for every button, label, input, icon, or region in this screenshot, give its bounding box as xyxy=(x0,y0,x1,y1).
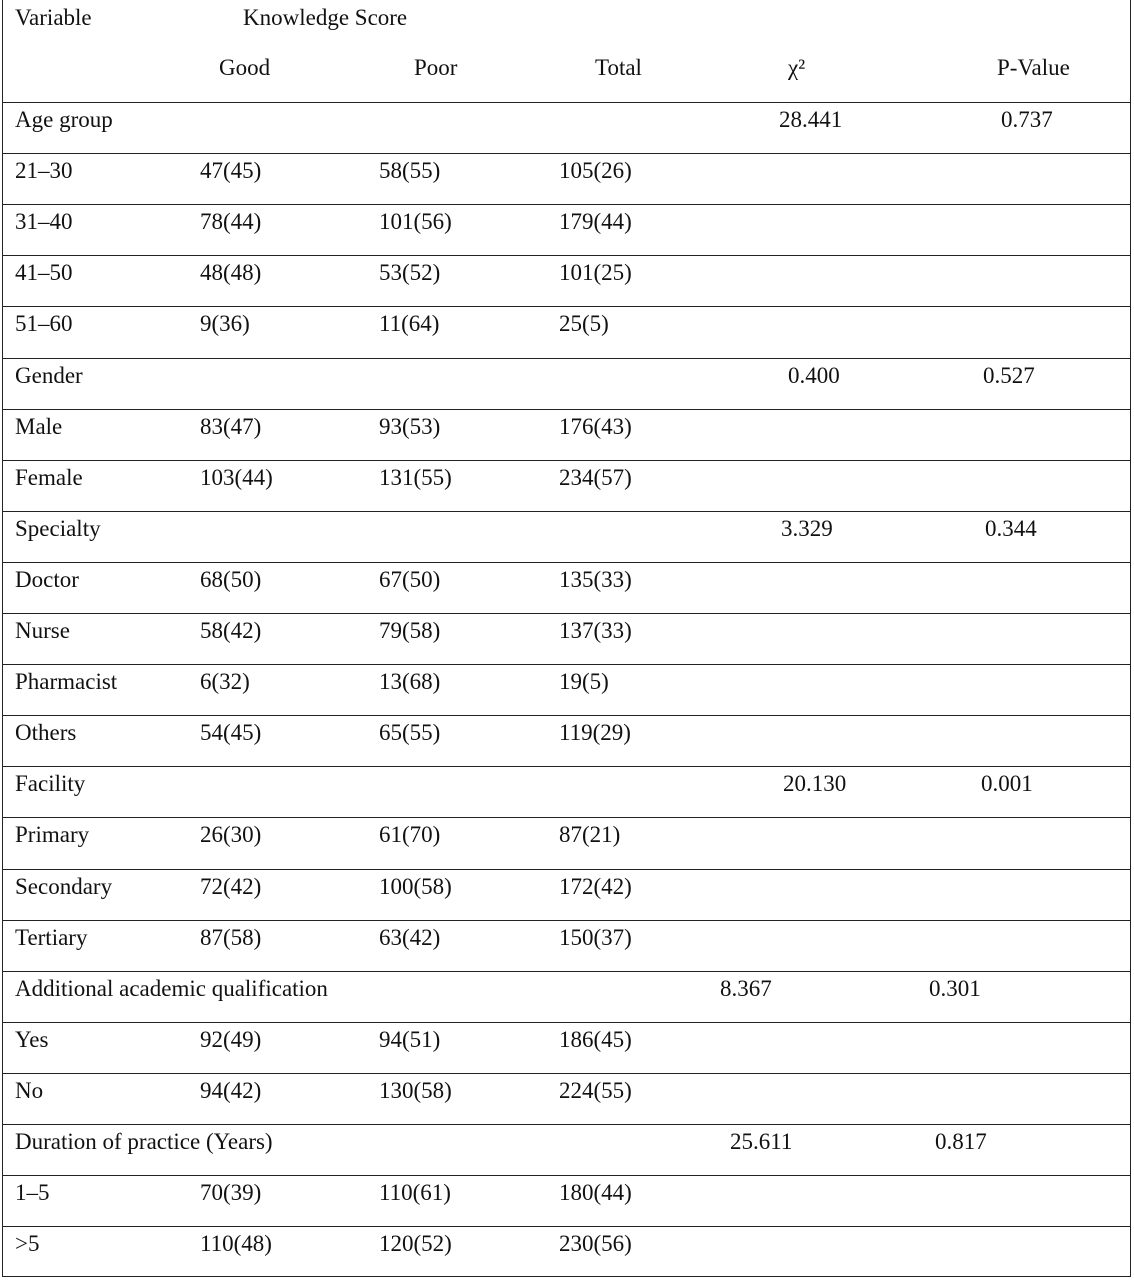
row-label: >5 xyxy=(15,1231,40,1257)
row-label: 21–30 xyxy=(15,158,73,184)
total-count: 179(44) xyxy=(559,209,632,235)
row-label: 51–60 xyxy=(15,311,73,337)
total-count: 135(33) xyxy=(559,566,632,592)
section-row xyxy=(3,102,1130,153)
header-p-value: P-Value xyxy=(997,55,1070,80)
good-count: 58(42) xyxy=(200,618,262,643)
chi-square-value: 8.367 xyxy=(720,975,772,1001)
poor-count: 130(58) xyxy=(379,1077,452,1103)
total-count: 25(5) xyxy=(559,311,609,337)
table-row xyxy=(3,409,1130,460)
total-count: 230(56) xyxy=(559,1231,632,1257)
table-row xyxy=(3,664,1130,715)
chi-square-value: 20.130 xyxy=(783,771,847,797)
p-value: 0.301 xyxy=(929,975,981,1001)
section-row xyxy=(3,511,1130,562)
total-count: 224(55) xyxy=(559,1077,632,1103)
table-row xyxy=(3,1226,1130,1277)
p-value: 0.001 xyxy=(981,771,1033,797)
good-count: 110(48) xyxy=(200,1231,272,1257)
row-label: Yes xyxy=(15,1026,49,1052)
section-label: Gender xyxy=(15,362,83,388)
good-count: 94(42) xyxy=(200,1077,262,1103)
section-label: Duration of practice (Years) xyxy=(15,1129,273,1154)
poor-count: 53(52) xyxy=(379,260,441,286)
total-count: 101(25) xyxy=(559,260,632,286)
poor-count: 93(53) xyxy=(379,413,441,439)
poor-count: 100(58) xyxy=(379,873,452,899)
header-total: Total xyxy=(595,55,642,80)
table-header xyxy=(3,0,1130,102)
section-row xyxy=(3,971,1130,1022)
section-row xyxy=(3,358,1130,409)
good-count: 103(44) xyxy=(200,464,273,490)
header-chi-square: χ² xyxy=(788,55,806,80)
table-row xyxy=(3,817,1130,868)
table-row xyxy=(3,613,1130,664)
row-label: Male xyxy=(15,413,63,439)
section-label: Facility xyxy=(15,771,86,797)
row-label: Doctor xyxy=(15,566,79,592)
section-label: Additional academic qualification xyxy=(15,975,328,1001)
total-count: 19(5) xyxy=(559,669,609,695)
row-label: Primary xyxy=(15,822,90,848)
good-count: 9(36) xyxy=(200,311,250,337)
row-label: 41–50 xyxy=(15,260,73,286)
good-count: 68(50) xyxy=(200,566,262,592)
p-value: 0.527 xyxy=(983,362,1035,388)
good-count: 72(42) xyxy=(200,873,262,899)
table-row xyxy=(3,204,1130,255)
poor-count: 11(64) xyxy=(379,311,440,337)
poor-count: 101(56) xyxy=(379,209,452,235)
row-label: Secondary xyxy=(15,873,113,899)
row-label: Pharmacist xyxy=(15,669,118,695)
table-row xyxy=(3,1073,1130,1124)
header-variable: Variable xyxy=(15,5,92,30)
total-count: 180(44) xyxy=(559,1180,632,1206)
total-count: 172(42) xyxy=(559,873,632,899)
total-count: 119(29) xyxy=(559,720,631,746)
good-count: 78(44) xyxy=(200,209,262,235)
header-knowledge-score: Knowledge Score xyxy=(243,5,408,30)
row-label: Nurse xyxy=(15,618,70,643)
poor-count: 63(42) xyxy=(379,924,441,950)
table-row xyxy=(3,255,1130,306)
poor-count: 58(55) xyxy=(379,158,441,184)
table-row xyxy=(3,869,1130,920)
chi-square-value: 25.611 xyxy=(730,1129,793,1154)
table-row xyxy=(3,920,1130,971)
poor-count: 79(58) xyxy=(379,618,441,643)
good-count: 48(48) xyxy=(200,260,262,286)
row-label: Others xyxy=(15,720,77,746)
p-value: 0.344 xyxy=(985,515,1037,541)
chi-square-value: 3.329 xyxy=(781,515,833,541)
row-label: No xyxy=(15,1077,44,1103)
good-count: 87(58) xyxy=(200,924,262,950)
p-value: 0.817 xyxy=(935,1129,987,1154)
total-count: 105(26) xyxy=(559,158,632,184)
total-count: 87(21) xyxy=(559,822,621,848)
poor-count: 131(55) xyxy=(379,464,452,490)
knowledge-score-table xyxy=(2,0,1131,1277)
header-good: Good xyxy=(219,55,271,80)
table-row xyxy=(3,1175,1130,1226)
good-count: 70(39) xyxy=(200,1180,262,1206)
header-poor: Poor xyxy=(414,55,458,80)
poor-count: 65(55) xyxy=(379,720,441,746)
good-count: 83(47) xyxy=(200,413,262,439)
poor-count: 94(51) xyxy=(379,1026,441,1052)
chi-square-value: 0.400 xyxy=(788,362,840,388)
total-count: 186(45) xyxy=(559,1026,632,1052)
poor-count: 13(68) xyxy=(379,669,441,695)
row-label: Tertiary xyxy=(15,924,88,950)
section-row xyxy=(3,1124,1130,1175)
chi-square-value: 28.441 xyxy=(779,107,843,132)
good-count: 92(49) xyxy=(200,1026,262,1052)
section-label: Specialty xyxy=(15,515,101,541)
table-row xyxy=(3,460,1130,511)
table-row xyxy=(3,153,1130,204)
total-count: 137(33) xyxy=(559,618,632,643)
table-row xyxy=(3,562,1130,613)
table-row xyxy=(3,1022,1130,1073)
total-count: 176(43) xyxy=(559,413,632,439)
table-row xyxy=(3,715,1130,766)
poor-count: 67(50) xyxy=(379,566,441,592)
good-count: 47(45) xyxy=(200,158,262,184)
good-count: 6(32) xyxy=(200,669,250,695)
poor-count: 120(52) xyxy=(379,1231,452,1257)
good-count: 26(30) xyxy=(200,822,262,848)
row-label: 1–5 xyxy=(15,1180,50,1206)
p-value: 0.737 xyxy=(1001,107,1053,132)
section-row xyxy=(3,766,1130,817)
total-count: 150(37) xyxy=(559,924,632,950)
section-label: Age group xyxy=(15,107,113,132)
total-count: 234(57) xyxy=(559,464,632,490)
row-label: Female xyxy=(15,464,83,490)
good-count: 54(45) xyxy=(200,720,262,746)
poor-count: 61(70) xyxy=(379,822,441,848)
row-label: 31–40 xyxy=(15,209,73,235)
poor-count: 110(61) xyxy=(379,1180,451,1206)
table-row xyxy=(3,306,1130,357)
